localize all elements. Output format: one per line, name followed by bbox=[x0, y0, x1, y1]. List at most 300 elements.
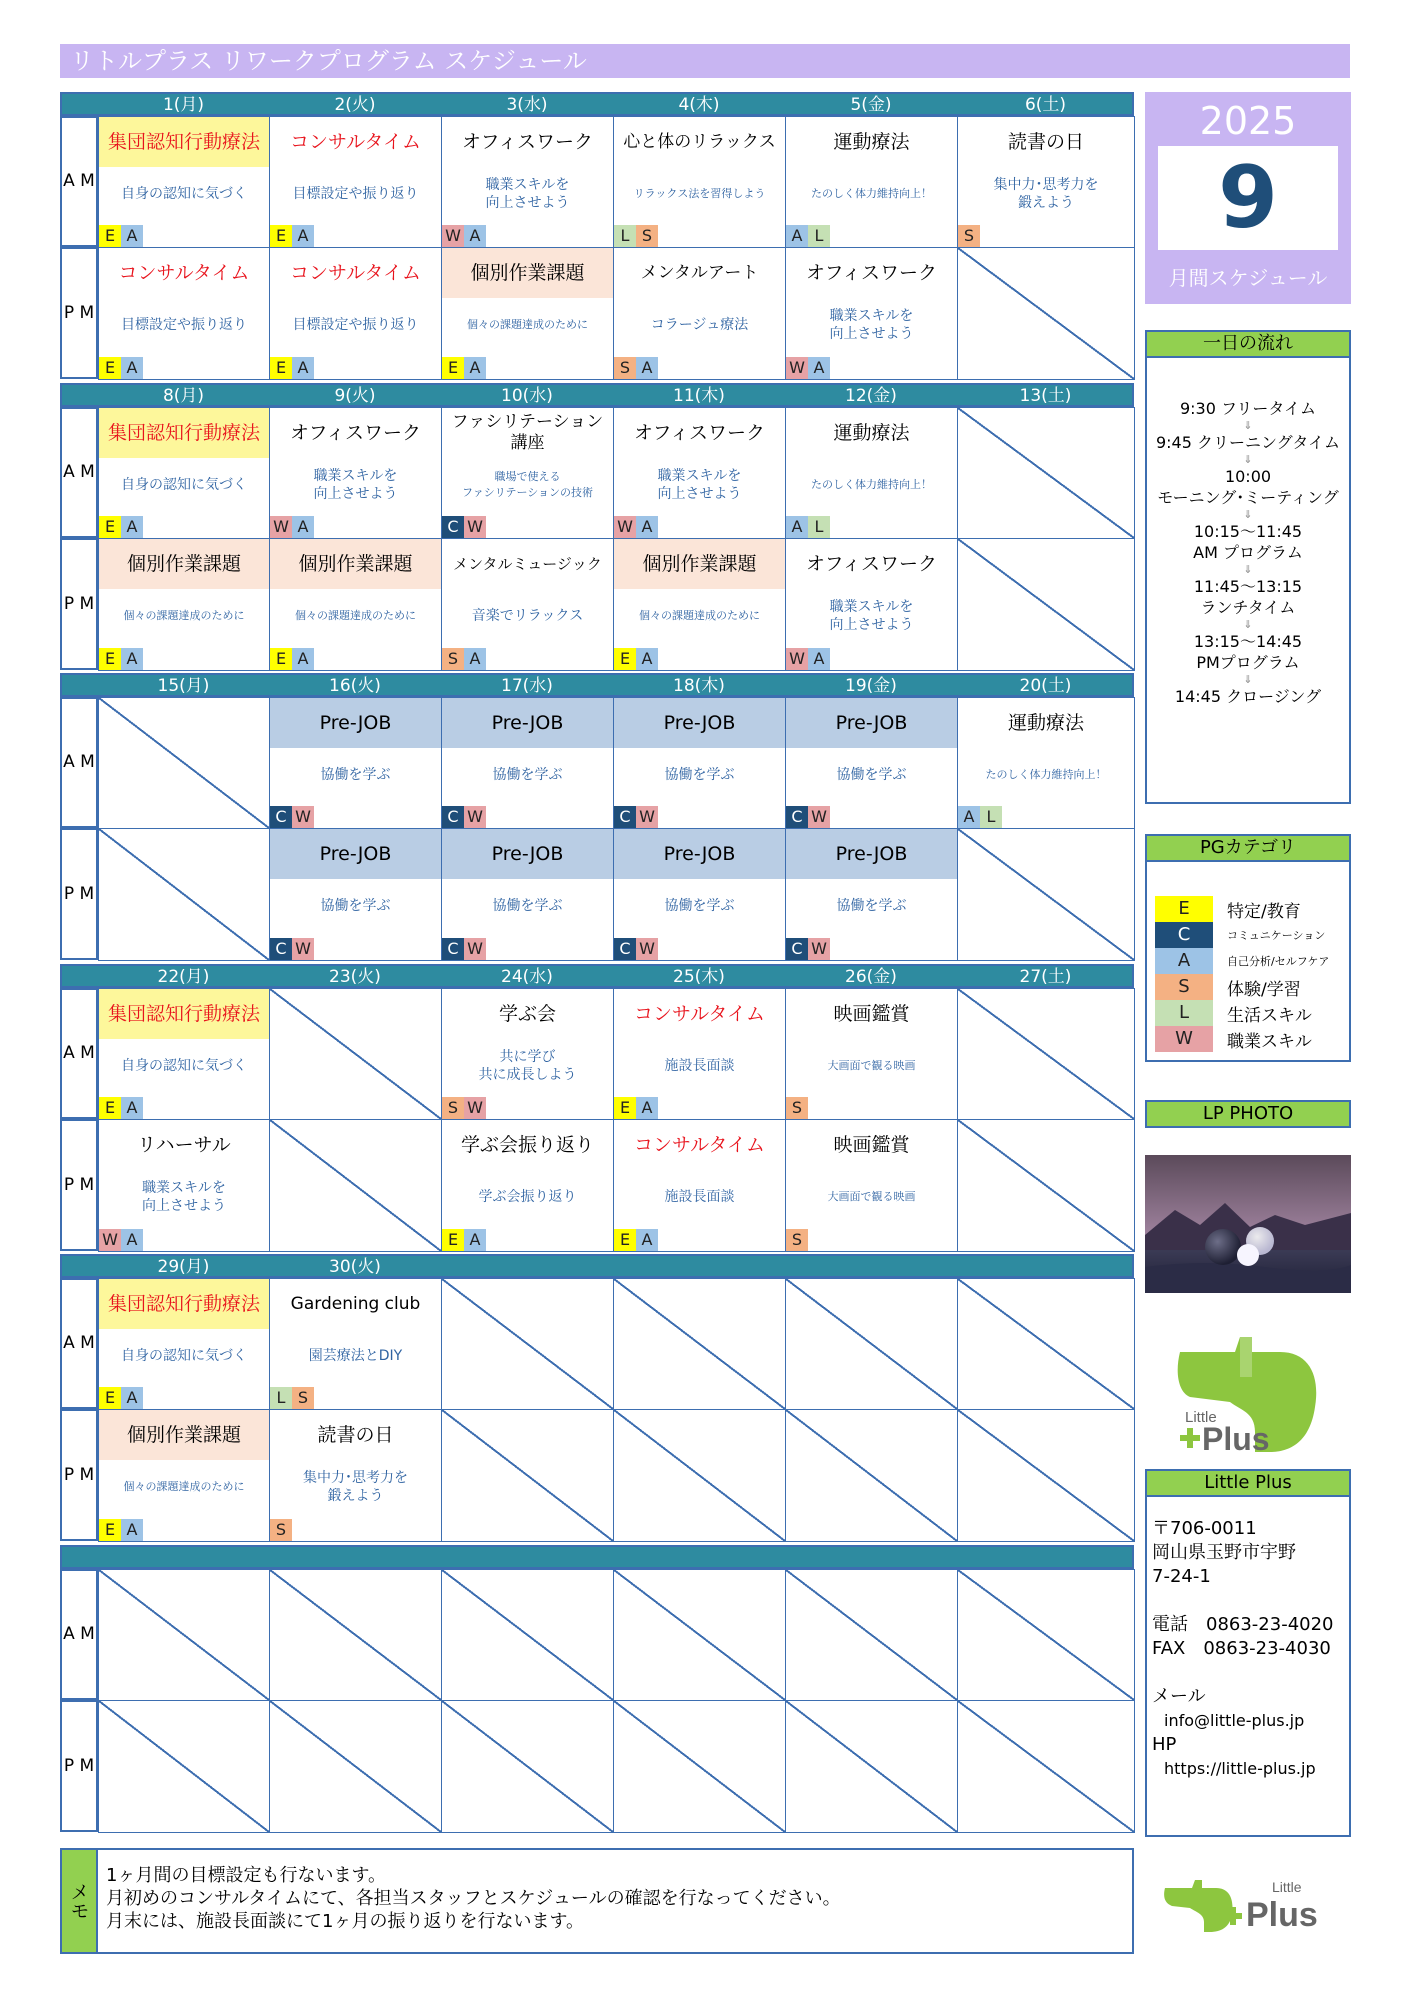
pm-label bbox=[60, 1409, 98, 1541]
category-tag: L bbox=[270, 1387, 292, 1409]
category-tags bbox=[614, 225, 658, 247]
day-label: 6(土) bbox=[1024, 95, 1067, 115]
day-header-row bbox=[60, 383, 1134, 407]
flow-arrow-icon: ⇓ bbox=[1243, 453, 1253, 466]
category-tags bbox=[442, 516, 486, 538]
category-tag: A bbox=[808, 357, 830, 379]
program-title: 集団認知行動療法 bbox=[99, 408, 269, 458]
program-subtitle: 個々の課題達成のために bbox=[639, 609, 760, 622]
category-tag: A bbox=[292, 357, 314, 379]
category-tags bbox=[786, 806, 830, 828]
category-tag: C bbox=[614, 938, 636, 960]
flow-arrow-icon: ⇓ bbox=[1243, 563, 1253, 576]
am-label-text: A M bbox=[63, 171, 95, 191]
day-label bbox=[957, 1256, 1134, 1278]
category-code: E bbox=[1155, 896, 1213, 922]
day-label: 15(月) bbox=[157, 676, 210, 696]
category-tag: S bbox=[270, 1519, 292, 1541]
empty-slot bbox=[957, 1409, 1135, 1542]
day-label: 2(火) bbox=[334, 95, 376, 115]
day-label: 9(火) bbox=[334, 386, 376, 406]
day-label: 5(金) bbox=[850, 95, 892, 115]
category-tag: A bbox=[464, 225, 486, 247]
memo-line: 1ヶ月間の目標設定も行ないます。 bbox=[106, 1865, 387, 1886]
program-subtitle: 協働を学ぶ bbox=[836, 767, 907, 783]
category-tags bbox=[786, 648, 830, 670]
program-subtitle: 学ぶ会振り返り bbox=[478, 1189, 577, 1205]
category-tags bbox=[99, 1387, 143, 1409]
memo-box bbox=[96, 1848, 1134, 1954]
program-subtitle: 職業スキルを 向上させよう bbox=[829, 599, 914, 633]
category-tag: C bbox=[442, 806, 464, 828]
program-title: オフィスワーク bbox=[806, 552, 937, 575]
program-title: 映画鑑賞 bbox=[833, 1002, 910, 1025]
category-tag: E bbox=[99, 1387, 121, 1409]
empty-slot bbox=[441, 1569, 614, 1701]
program-slot bbox=[613, 828, 786, 961]
program-title: Pre-JOB bbox=[442, 698, 613, 748]
flow-item: 11:45～13:15 ランチタイム bbox=[1193, 577, 1303, 617]
program-subtitle: 職業スキルを 向上させよう bbox=[313, 468, 398, 502]
category-tags bbox=[442, 938, 486, 960]
pm-label bbox=[60, 1700, 98, 1832]
category-tags bbox=[442, 1229, 486, 1251]
category-row bbox=[1155, 948, 1349, 974]
program-title: メンタルアート bbox=[640, 262, 759, 283]
day-label: 16(火) bbox=[329, 676, 381, 696]
category-tag: W bbox=[808, 938, 830, 960]
empty-slot bbox=[613, 1278, 786, 1410]
category-tags bbox=[442, 357, 486, 379]
empty-slot bbox=[613, 1409, 786, 1542]
category-tags bbox=[614, 1097, 658, 1119]
empty-slot bbox=[957, 1700, 1135, 1833]
pm-label-text: P M bbox=[63, 1174, 95, 1195]
program-title: オフィスワーク bbox=[634, 421, 765, 444]
day-label: 27(土) bbox=[1019, 967, 1072, 987]
month-schedule-label: 月間スケジュール bbox=[1168, 266, 1328, 290]
day-header-row bbox=[60, 964, 1134, 988]
category-tag: S bbox=[292, 1387, 314, 1409]
empty-slot bbox=[957, 1569, 1135, 1701]
program-title: 読書の日 bbox=[1007, 130, 1084, 153]
program-subtitle: 自身の認知に気づく bbox=[121, 186, 247, 202]
program-title: 集団認知行動療法 bbox=[99, 1279, 269, 1329]
category-tags bbox=[442, 648, 486, 670]
program-slot bbox=[98, 247, 270, 380]
category-tag: A bbox=[121, 1097, 143, 1119]
category-tag: E bbox=[99, 648, 121, 670]
program-slot bbox=[98, 407, 270, 539]
program-subtitle: 園芸療法とDIY bbox=[308, 1348, 403, 1364]
photo-header: LP PHOTO bbox=[1145, 1100, 1351, 1128]
category-tag: S bbox=[786, 1229, 808, 1251]
day-label: 19(金) bbox=[845, 676, 897, 696]
day-label: 29(月) bbox=[157, 1257, 210, 1277]
program-slot bbox=[98, 1409, 270, 1542]
pm-label-text: P M bbox=[63, 593, 95, 614]
category-tags bbox=[270, 806, 314, 828]
day-label: 8(月) bbox=[162, 386, 205, 406]
day-label: 3(水) bbox=[506, 95, 548, 115]
program-subtitle: コラージュ療法 bbox=[650, 317, 749, 333]
empty-slot bbox=[269, 988, 442, 1120]
category-code: L bbox=[1155, 1000, 1213, 1026]
program-slot bbox=[441, 407, 614, 539]
day-label bbox=[441, 1547, 613, 1569]
day-label: 1(月) bbox=[162, 95, 205, 115]
category-tag: A bbox=[636, 516, 658, 538]
category-tag: C bbox=[270, 938, 292, 960]
category-tags bbox=[270, 1519, 292, 1541]
program-title: リハーサル bbox=[137, 1133, 231, 1156]
program-title: 映画鑑賞 bbox=[833, 1133, 910, 1156]
program-subtitle: 個々の課題達成のために bbox=[123, 609, 245, 622]
memo-line: 月末には、施設長面談にて1ヶ月の振り返りを行ないます。 bbox=[106, 1911, 585, 1932]
category-tags bbox=[270, 516, 314, 538]
day-label bbox=[269, 1547, 441, 1569]
day-label: 10(水) bbox=[501, 386, 553, 406]
category-tag: S bbox=[636, 225, 658, 247]
empty-slot bbox=[613, 1700, 786, 1833]
category-tag: C bbox=[270, 806, 292, 828]
empty-slot bbox=[957, 407, 1135, 539]
day-header-row bbox=[60, 673, 1134, 697]
category-tag: A bbox=[292, 225, 314, 247]
category-code: S bbox=[1155, 974, 1213, 1000]
program-subtitle: 施設長面談 bbox=[664, 1189, 735, 1205]
category-tags bbox=[614, 1229, 658, 1251]
program-slot bbox=[269, 1409, 442, 1542]
program-title: 読書の日 bbox=[317, 1423, 394, 1446]
category-tag: E bbox=[99, 357, 121, 379]
program-title: 個別作業課題 bbox=[99, 1410, 269, 1460]
category-tag: W bbox=[786, 357, 808, 379]
category-tags bbox=[786, 938, 830, 960]
am-label-text: A M bbox=[63, 462, 95, 482]
category-tags bbox=[614, 938, 658, 960]
day-header-row bbox=[60, 1545, 1134, 1569]
category-tags bbox=[614, 357, 658, 379]
empty-slot bbox=[98, 828, 270, 961]
daily-flow-list bbox=[1145, 358, 1351, 804]
program-subtitle: 集中力･思考力を 鍛えよう bbox=[993, 177, 1099, 211]
program-title: Pre-JOB bbox=[270, 698, 441, 748]
category-tag: E bbox=[99, 225, 121, 247]
category-row bbox=[1155, 1026, 1349, 1052]
category-tag: C bbox=[442, 516, 464, 538]
logo-little-text: Little bbox=[1185, 1409, 1217, 1426]
category-tag: W bbox=[292, 938, 314, 960]
category-tag: A bbox=[121, 225, 143, 247]
empty-slot bbox=[441, 1278, 614, 1410]
day-label: 24(水) bbox=[501, 967, 553, 987]
program-subtitle: 集中力･思考力を 鍛えよう bbox=[303, 1470, 408, 1504]
category-tag: C bbox=[786, 806, 808, 828]
program-title: 個別作業課題 bbox=[442, 248, 613, 298]
category-tag: E bbox=[270, 648, 292, 670]
pm-label-text: P M bbox=[63, 883, 95, 904]
category-tag: W bbox=[786, 648, 808, 670]
category-name: コミュニケーション bbox=[1227, 929, 1326, 942]
program-subtitle: たのしく体力維持向上！ bbox=[985, 768, 1107, 781]
small-logo-little: Little bbox=[1272, 1879, 1302, 1895]
program-subtitle: 職業スキルを 向上させよう bbox=[485, 177, 570, 211]
category-tag: A bbox=[292, 516, 314, 538]
logo-plus-text: Plus bbox=[1202, 1421, 1270, 1457]
program-title: 個別作業課題 bbox=[270, 539, 441, 589]
category-tag: E bbox=[99, 1519, 121, 1541]
day-label: 20(土) bbox=[1019, 676, 1072, 696]
category-tags bbox=[442, 225, 486, 247]
program-subtitle: 協働を学ぶ bbox=[664, 767, 735, 783]
program-subtitle: 協働を学ぶ bbox=[320, 767, 391, 783]
category-tag: A bbox=[636, 1229, 658, 1251]
am-label-text: A M bbox=[63, 1043, 95, 1063]
category-name: 自己分析/セルフケア bbox=[1227, 955, 1330, 968]
program-title: ファシリテーション 講座 bbox=[451, 412, 604, 453]
category-tags bbox=[270, 1387, 314, 1409]
category-tags bbox=[270, 225, 314, 247]
program-title: Pre-JOB bbox=[442, 829, 613, 879]
program-subtitle: 大画面で観る映画 bbox=[827, 1059, 916, 1072]
category-tag: L bbox=[614, 225, 636, 247]
empty-slot bbox=[785, 1409, 958, 1542]
address-line-2: 7-24-1 bbox=[1152, 1566, 1211, 1587]
program-slot bbox=[785, 538, 958, 671]
am-label bbox=[60, 116, 98, 247]
am-label bbox=[60, 1278, 98, 1409]
program-title: Pre-JOB bbox=[614, 829, 785, 879]
category-tag: W bbox=[442, 225, 464, 247]
program-slot bbox=[269, 407, 442, 539]
flow-arrow-icon: ⇓ bbox=[1243, 673, 1253, 686]
month-number: 9 bbox=[1218, 148, 1278, 248]
category-tag: A bbox=[121, 1519, 143, 1541]
program-title: Pre-JOB bbox=[614, 698, 785, 748]
empty-slot bbox=[98, 1700, 270, 1833]
program-slot bbox=[785, 828, 958, 961]
program-slot bbox=[613, 116, 786, 248]
program-subtitle: 職業スキルを 向上させよう bbox=[829, 308, 914, 342]
empty-slot bbox=[269, 1569, 442, 1701]
category-tags bbox=[958, 806, 1002, 828]
am-label bbox=[60, 1569, 98, 1700]
category-tag: A bbox=[636, 1097, 658, 1119]
category-tags bbox=[99, 1097, 143, 1119]
empty-slot bbox=[98, 1569, 270, 1701]
category-tag: E bbox=[614, 648, 636, 670]
program-slot bbox=[957, 116, 1135, 248]
program-slot bbox=[441, 116, 614, 248]
program-subtitle: 協働を学ぶ bbox=[492, 898, 563, 914]
program-slot bbox=[613, 407, 786, 539]
category-tags bbox=[99, 225, 143, 247]
category-row bbox=[1155, 896, 1349, 922]
category-tag: A bbox=[121, 357, 143, 379]
day-label: 12(金) bbox=[845, 386, 897, 406]
flow-item: 13:15～14:45 PMプログラム bbox=[1193, 632, 1303, 672]
empty-slot bbox=[785, 1569, 958, 1701]
program-subtitle: 協働を学ぶ bbox=[492, 767, 563, 783]
category-tags bbox=[786, 1097, 808, 1119]
category-tag: A bbox=[121, 516, 143, 538]
email-address[interactable]: info@little-plus.jp bbox=[1164, 1711, 1305, 1730]
category-legend bbox=[1145, 862, 1351, 1062]
am-label bbox=[60, 697, 98, 828]
program-subtitle: 職業スキルを 向上させよう bbox=[657, 468, 742, 502]
program-title: 運動療法 bbox=[833, 421, 910, 444]
day-label bbox=[957, 1547, 1134, 1569]
category-tag: E bbox=[614, 1097, 636, 1119]
category-name: 生活スキル bbox=[1227, 1005, 1312, 1026]
program-subtitle: 協働を学ぶ bbox=[320, 898, 391, 914]
program-slot bbox=[269, 697, 442, 829]
am-label-text: A M bbox=[63, 1624, 95, 1644]
category-tag: S bbox=[786, 1097, 808, 1119]
pm-label-text: P M bbox=[63, 1464, 95, 1485]
day-header-row bbox=[60, 92, 1134, 116]
program-slot bbox=[98, 988, 270, 1120]
program-title: 個別作業課題 bbox=[614, 539, 785, 589]
pm-label-text: P M bbox=[63, 1755, 95, 1776]
program-title: 学ぶ会振り返り bbox=[460, 1133, 594, 1156]
empty-slot bbox=[785, 1700, 958, 1833]
program-subtitle: 個々の課題達成のために bbox=[467, 318, 588, 331]
category-tags bbox=[614, 516, 658, 538]
program-title: コンサルタイム bbox=[118, 261, 250, 284]
program-subtitle: 自身の認知に気づく bbox=[121, 477, 247, 493]
program-title: オフィスワーク bbox=[462, 130, 593, 153]
category-tag: L bbox=[980, 806, 1002, 828]
category-tag: A bbox=[464, 648, 486, 670]
flow-item: 14:45 クロージング bbox=[1174, 687, 1322, 706]
category-tags bbox=[786, 357, 830, 379]
day-label: 25(木) bbox=[673, 967, 725, 987]
category-tag: A bbox=[636, 648, 658, 670]
program-slot bbox=[613, 697, 786, 829]
category-tag: L bbox=[808, 225, 830, 247]
day-label: 23(火) bbox=[329, 967, 381, 987]
facility-info bbox=[1145, 1497, 1351, 1837]
program-title: Pre-JOB bbox=[786, 829, 957, 879]
day-label: 26(金) bbox=[845, 967, 897, 987]
program-title: コンサルタイム bbox=[634, 1133, 765, 1156]
category-tags bbox=[442, 1097, 486, 1119]
homepage-link[interactable]: https://little-plus.jp bbox=[1164, 1759, 1316, 1778]
category-tag: A bbox=[958, 806, 980, 828]
category-tag: A bbox=[636, 357, 658, 379]
empty-slot bbox=[269, 1119, 442, 1252]
empty-slot bbox=[957, 1119, 1135, 1252]
pm-label bbox=[60, 538, 98, 670]
category-tag: A bbox=[464, 357, 486, 379]
category-tag: A bbox=[121, 1387, 143, 1409]
lp-photo-image bbox=[1145, 1155, 1351, 1293]
category-tag: W bbox=[808, 806, 830, 828]
program-slot bbox=[613, 988, 786, 1120]
memo-line: 月初めのコンサルタイムにて、各担当スタッフとスケジュールの確認を行なってください。 bbox=[106, 1888, 841, 1909]
category-tag: W bbox=[636, 806, 658, 828]
category-row bbox=[1155, 1000, 1349, 1026]
flow-item: 10:00 モーニング･ミーティング bbox=[1157, 467, 1339, 507]
category-tags bbox=[270, 648, 314, 670]
memo-label-text: メモ bbox=[67, 1882, 90, 1920]
day-label: 4(木) bbox=[678, 95, 720, 115]
program-subtitle: たのしく体力維持向上！ bbox=[811, 187, 932, 200]
category-tag: W bbox=[99, 1229, 121, 1251]
category-code: W bbox=[1155, 1026, 1213, 1052]
category-tags bbox=[270, 357, 314, 379]
category-tag: S bbox=[958, 225, 980, 247]
memo-label bbox=[60, 1848, 98, 1954]
calendar-grid bbox=[60, 92, 1134, 1835]
phone-number: 電話 0863-23-4020 bbox=[1152, 1614, 1334, 1635]
program-subtitle: リラックス法を習得しよう bbox=[633, 187, 766, 200]
little-plus-logo-small bbox=[1160, 1876, 1340, 1934]
program-slot bbox=[98, 1119, 270, 1252]
day-header-row bbox=[60, 1254, 1134, 1278]
category-tags bbox=[270, 938, 314, 960]
day-label: 13(土) bbox=[1019, 386, 1072, 406]
program-subtitle: 自身の認知に気づく bbox=[121, 1348, 247, 1364]
empty-slot bbox=[441, 1700, 614, 1833]
program-title: Gardening club bbox=[290, 1293, 421, 1314]
category-tags bbox=[99, 648, 143, 670]
category-row bbox=[1155, 922, 1349, 948]
category-tag: A bbox=[464, 1229, 486, 1251]
category-tag: A bbox=[121, 648, 143, 670]
day-label: 30(火) bbox=[329, 1257, 381, 1277]
empty-slot bbox=[98, 697, 270, 829]
little-plus-logo bbox=[1170, 1332, 1322, 1458]
empty-slot bbox=[785, 1278, 958, 1410]
category-tags bbox=[786, 1229, 808, 1251]
category-tag: L bbox=[808, 516, 830, 538]
flow-arrow-icon: ⇓ bbox=[1243, 508, 1253, 521]
program-title: 個別作業課題 bbox=[99, 539, 269, 589]
day-label bbox=[613, 1256, 785, 1278]
category-tag: S bbox=[442, 648, 464, 670]
program-subtitle: 目標設定や振り返り bbox=[292, 186, 419, 202]
category-name: 体験/学習 bbox=[1227, 979, 1301, 1000]
category-tag: A bbox=[786, 516, 808, 538]
program-title: 心と体のリラックス bbox=[623, 131, 776, 152]
program-slot bbox=[613, 1119, 786, 1252]
program-slot bbox=[613, 247, 786, 380]
category-code: A bbox=[1155, 948, 1213, 974]
program-slot bbox=[785, 116, 958, 248]
day-label: 17(水) bbox=[501, 676, 553, 696]
hp-label: HP bbox=[1152, 1734, 1177, 1755]
program-slot bbox=[785, 1119, 958, 1252]
postal-code: 〒706-0011 bbox=[1152, 1518, 1257, 1539]
category-tags bbox=[786, 516, 830, 538]
flow-header: 一日の流れ bbox=[1145, 330, 1351, 358]
program-slot bbox=[98, 1278, 270, 1410]
am-label-text: A M bbox=[63, 1333, 95, 1353]
category-tags bbox=[99, 516, 143, 538]
category-tags bbox=[442, 806, 486, 828]
category-tags bbox=[958, 225, 980, 247]
category-name: 特定/教育 bbox=[1227, 901, 1301, 922]
category-name: 職業スキル bbox=[1227, 1031, 1312, 1052]
flow-item: 10:15～11:45 AM プログラム bbox=[1193, 522, 1303, 562]
category-tag: A bbox=[121, 1229, 143, 1251]
program-subtitle: たのしく体力維持向上！ bbox=[811, 478, 932, 491]
flow-arrow-icon: ⇓ bbox=[1243, 618, 1253, 631]
am-label bbox=[60, 988, 98, 1119]
